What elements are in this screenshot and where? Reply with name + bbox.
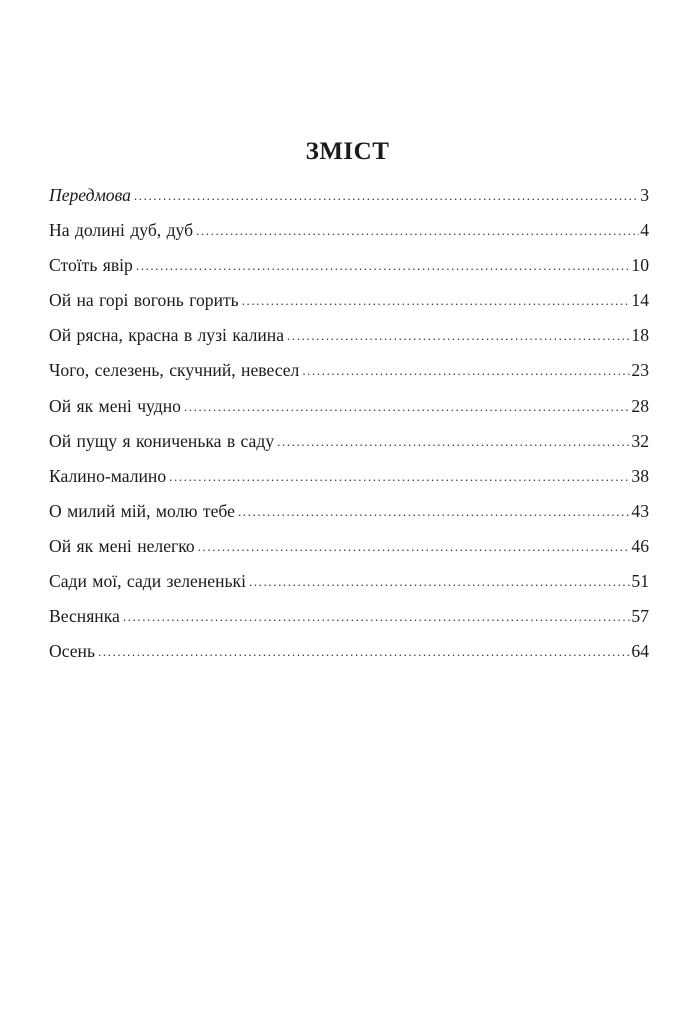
toc-entry [49,638,649,673]
toc-entry-title: На долині дуб, дуб [49,220,194,241]
toc-entry-page: 32 [631,430,649,451]
toc-entry [49,287,649,322]
toc-entry [49,603,649,638]
toc-entry-page: 23 [631,360,649,381]
toc-entry-page: 51 [631,571,649,592]
table-of-contents [49,182,649,673]
toc-entry-page: 3 [640,185,649,205]
toc-entry [49,322,649,357]
toc-entry-page: 43 [631,500,649,521]
dot-leader [238,498,630,525]
dot-leader [277,428,630,455]
toc-entry-title: Сади мої, сади зелененькі [49,571,246,592]
toc-entry-title: Чого, селезень, скучний, невесел [49,360,300,381]
dot-leader [184,393,631,420]
dot-leader [134,182,639,209]
toc-entry [49,217,649,252]
dot-leader [287,322,630,349]
toc-entry-title: Ой рясна, красна в лузі калина [49,325,285,346]
dot-leader [123,603,631,630]
toc-entry-page: 28 [631,395,649,416]
dot-leader [249,568,630,595]
toc-entry [49,463,649,498]
dot-leader [198,533,631,560]
toc-entry-title: Калино-малино [49,465,167,486]
toc-entry-page: 14 [631,290,649,311]
toc-entry [49,357,649,392]
toc-entry-title: Ой як мені чудно [49,395,181,416]
toc-entry-title: Веснянка [49,606,120,627]
dot-leader [136,252,631,279]
toc-entry [49,428,649,463]
toc-entry [49,182,649,217]
toc-entry-page: 46 [631,535,649,556]
dot-leader [98,638,630,665]
page-title: ЗМІСТ [305,138,390,165]
dot-leader [302,357,630,384]
toc-entry-title: Ой на горі вогонь горить [49,290,239,311]
toc-entry-page: 10 [631,255,649,276]
toc-entry [49,393,649,428]
toc-entry [49,533,649,568]
toc-entry-page: 57 [631,606,649,627]
toc-entry-title: Ой як мені нелегко [49,535,195,556]
toc-entry-page: 4 [640,220,649,241]
dot-leader [242,287,631,314]
toc-entry-page: 38 [631,465,649,486]
toc-entry-page: 18 [631,325,649,346]
toc-entry-title: Осень [49,641,95,662]
dot-leader [169,463,630,490]
toc-entry [49,498,649,533]
toc-entry-title: Ой пущу я коничeнька в саду [49,430,275,451]
toc-entry-title: Стоїть явір [49,255,133,276]
toc-entry-page: 64 [631,641,649,662]
toc-entry-title: О милий мій, молю тебе [49,500,235,521]
toc-entry [49,252,649,287]
dot-leader [196,217,639,244]
toc-entry-title: Передмова [49,185,131,205]
toc-entry [49,568,649,603]
